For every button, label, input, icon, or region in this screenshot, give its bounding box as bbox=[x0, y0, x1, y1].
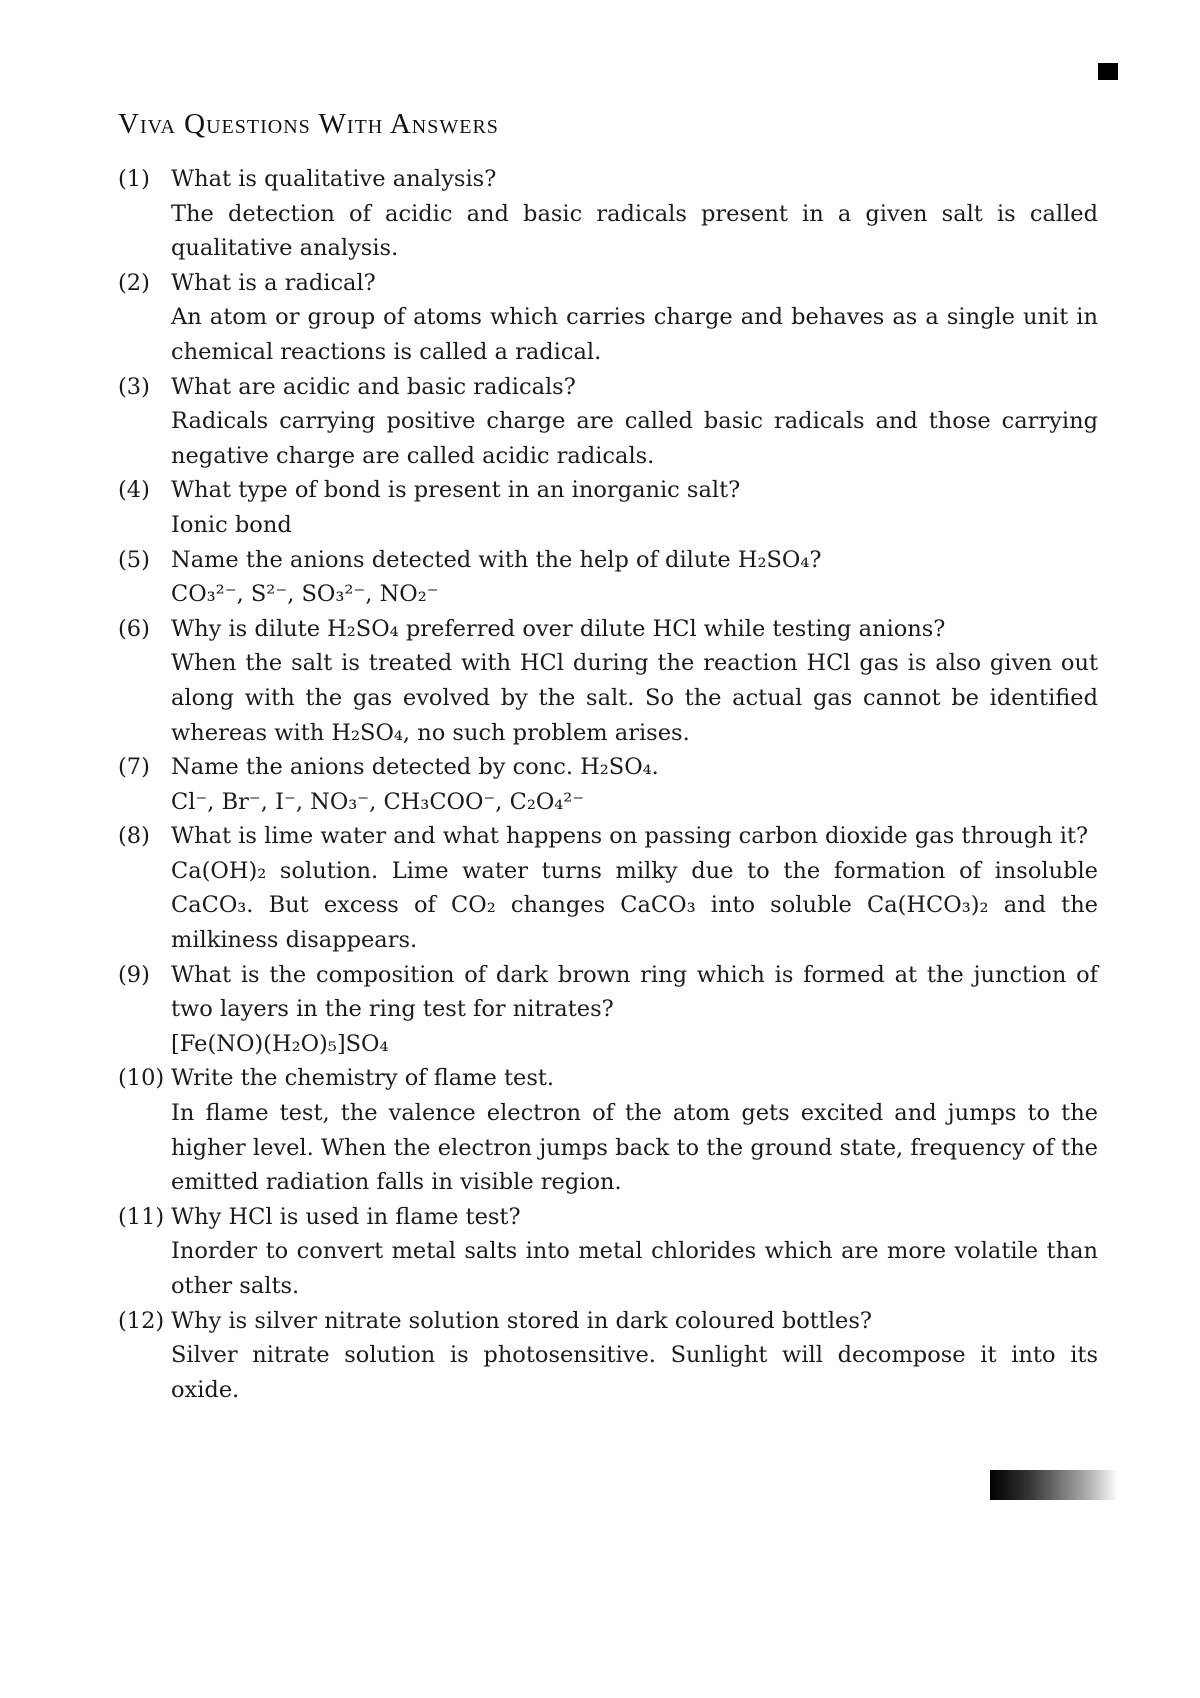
footer-gradient-bar bbox=[990, 1470, 1118, 1500]
answer-text: Silver nitrate solution is photosensitive. Sunlight will decompose it into its oxide. bbox=[171, 1342, 1098, 1403]
qa-item bbox=[118, 370, 1098, 474]
answer-text: Ionic bond bbox=[171, 511, 292, 538]
qa-item bbox=[118, 750, 1098, 819]
question-number: (8) bbox=[118, 823, 150, 850]
answer-text: An atom or group of atoms which carries charge and behaves as a single unit in chemical reactions is called a radical. bbox=[171, 304, 1098, 365]
question-text: What is the composition of dark brown ring which is formed at the junction of two layers in the ring test for nitrates? bbox=[171, 961, 1098, 1023]
qa-item bbox=[118, 543, 1098, 612]
question-number: (5) bbox=[118, 546, 150, 573]
answer-text: Ca(OH)₂ solution. Lime water turns milky due to the formation of insoluble CaCO₃. But excess of CO₂ changes CaCO₃ into soluble Ca(HCO₃)₂ and the milkiness disappears. bbox=[171, 857, 1098, 954]
question-number: (6) bbox=[118, 615, 150, 642]
question-text: What are acidic and basic radicals? bbox=[171, 373, 576, 400]
qa-item bbox=[118, 473, 1098, 542]
question-number: (7) bbox=[118, 754, 150, 781]
question-text: Write the chemistry of flame test. bbox=[171, 1065, 555, 1092]
qa-item bbox=[118, 819, 1098, 957]
corner-square-mark bbox=[1098, 63, 1118, 80]
qa-list bbox=[118, 162, 1098, 1407]
answer-text: [Fe(NO)(H₂O)₅]SO₄ bbox=[171, 1030, 389, 1057]
question-number: (11) bbox=[118, 1203, 165, 1230]
qa-item bbox=[118, 958, 1098, 1062]
qa-item bbox=[118, 612, 1098, 750]
question-text: What is a radical? bbox=[171, 269, 376, 296]
question-text: Why is silver nitrate solution stored in dark coloured bottles? bbox=[171, 1307, 872, 1334]
question-text: What is lime water and what happens on passing carbon dioxide gas through it? bbox=[171, 823, 1089, 850]
page-heading: Viva Questions With Answers bbox=[118, 108, 499, 140]
answer-text: Radicals carrying positive charge are called basic radicals and those carrying negative charge are called acidic radicals. bbox=[171, 408, 1098, 469]
answer-text: CO₃²⁻, S²⁻, SO₃²⁻, NO₂⁻ bbox=[171, 581, 439, 608]
question-text: Why HCl is used in flame test? bbox=[171, 1203, 521, 1230]
question-number: (2) bbox=[118, 269, 150, 296]
qa-item bbox=[118, 266, 1098, 370]
question-number: (3) bbox=[118, 373, 150, 400]
question-text: Name the anions detected with the help of dilute H₂SO₄? bbox=[171, 546, 822, 573]
question-text: What is qualitative analysis? bbox=[171, 166, 497, 192]
answer-text: Inorder to convert metal salts into metal chlorides which are more volatile than other salts. bbox=[171, 1238, 1098, 1299]
question-text: Why is dilute H₂SO₄ preferred over dilute HCl while testing anions? bbox=[171, 615, 946, 642]
question-text: Name the anions detected by conc. H₂SO₄. bbox=[171, 754, 659, 781]
answer-text: In flame test, the valence electron of the atom gets excited and jumps to the higher level. When the electron jumps back to the ground state, frequency of the emitted radiation falls in visible region. bbox=[171, 1100, 1098, 1196]
question-number: (1) bbox=[118, 166, 150, 192]
qa-item bbox=[118, 1200, 1098, 1304]
qa-item bbox=[118, 162, 1098, 266]
answer-text: The detection of acidic and basic radicals present in a given salt is called qualitative analysis. bbox=[171, 200, 1098, 262]
answer-text: When the salt is treated with HCl during the reaction HCl gas is also given out along with the gas evolved by the salt. So the actual gas cannot be identified whereas with H₂SO₄, no such problem arises. bbox=[171, 650, 1098, 746]
qa-item bbox=[118, 1061, 1098, 1199]
qa-item bbox=[118, 1304, 1098, 1408]
question-number: (12) bbox=[118, 1307, 165, 1334]
question-number: (10) bbox=[118, 1065, 165, 1092]
question-text: What type of bond is present in an inorganic salt? bbox=[171, 477, 741, 504]
question-number: (4) bbox=[118, 477, 150, 504]
question-number: (9) bbox=[118, 961, 150, 988]
answer-text: Cl⁻, Br⁻, I⁻, NO₃⁻, CH₃COO⁻, C₂O₄²⁻ bbox=[171, 788, 585, 815]
